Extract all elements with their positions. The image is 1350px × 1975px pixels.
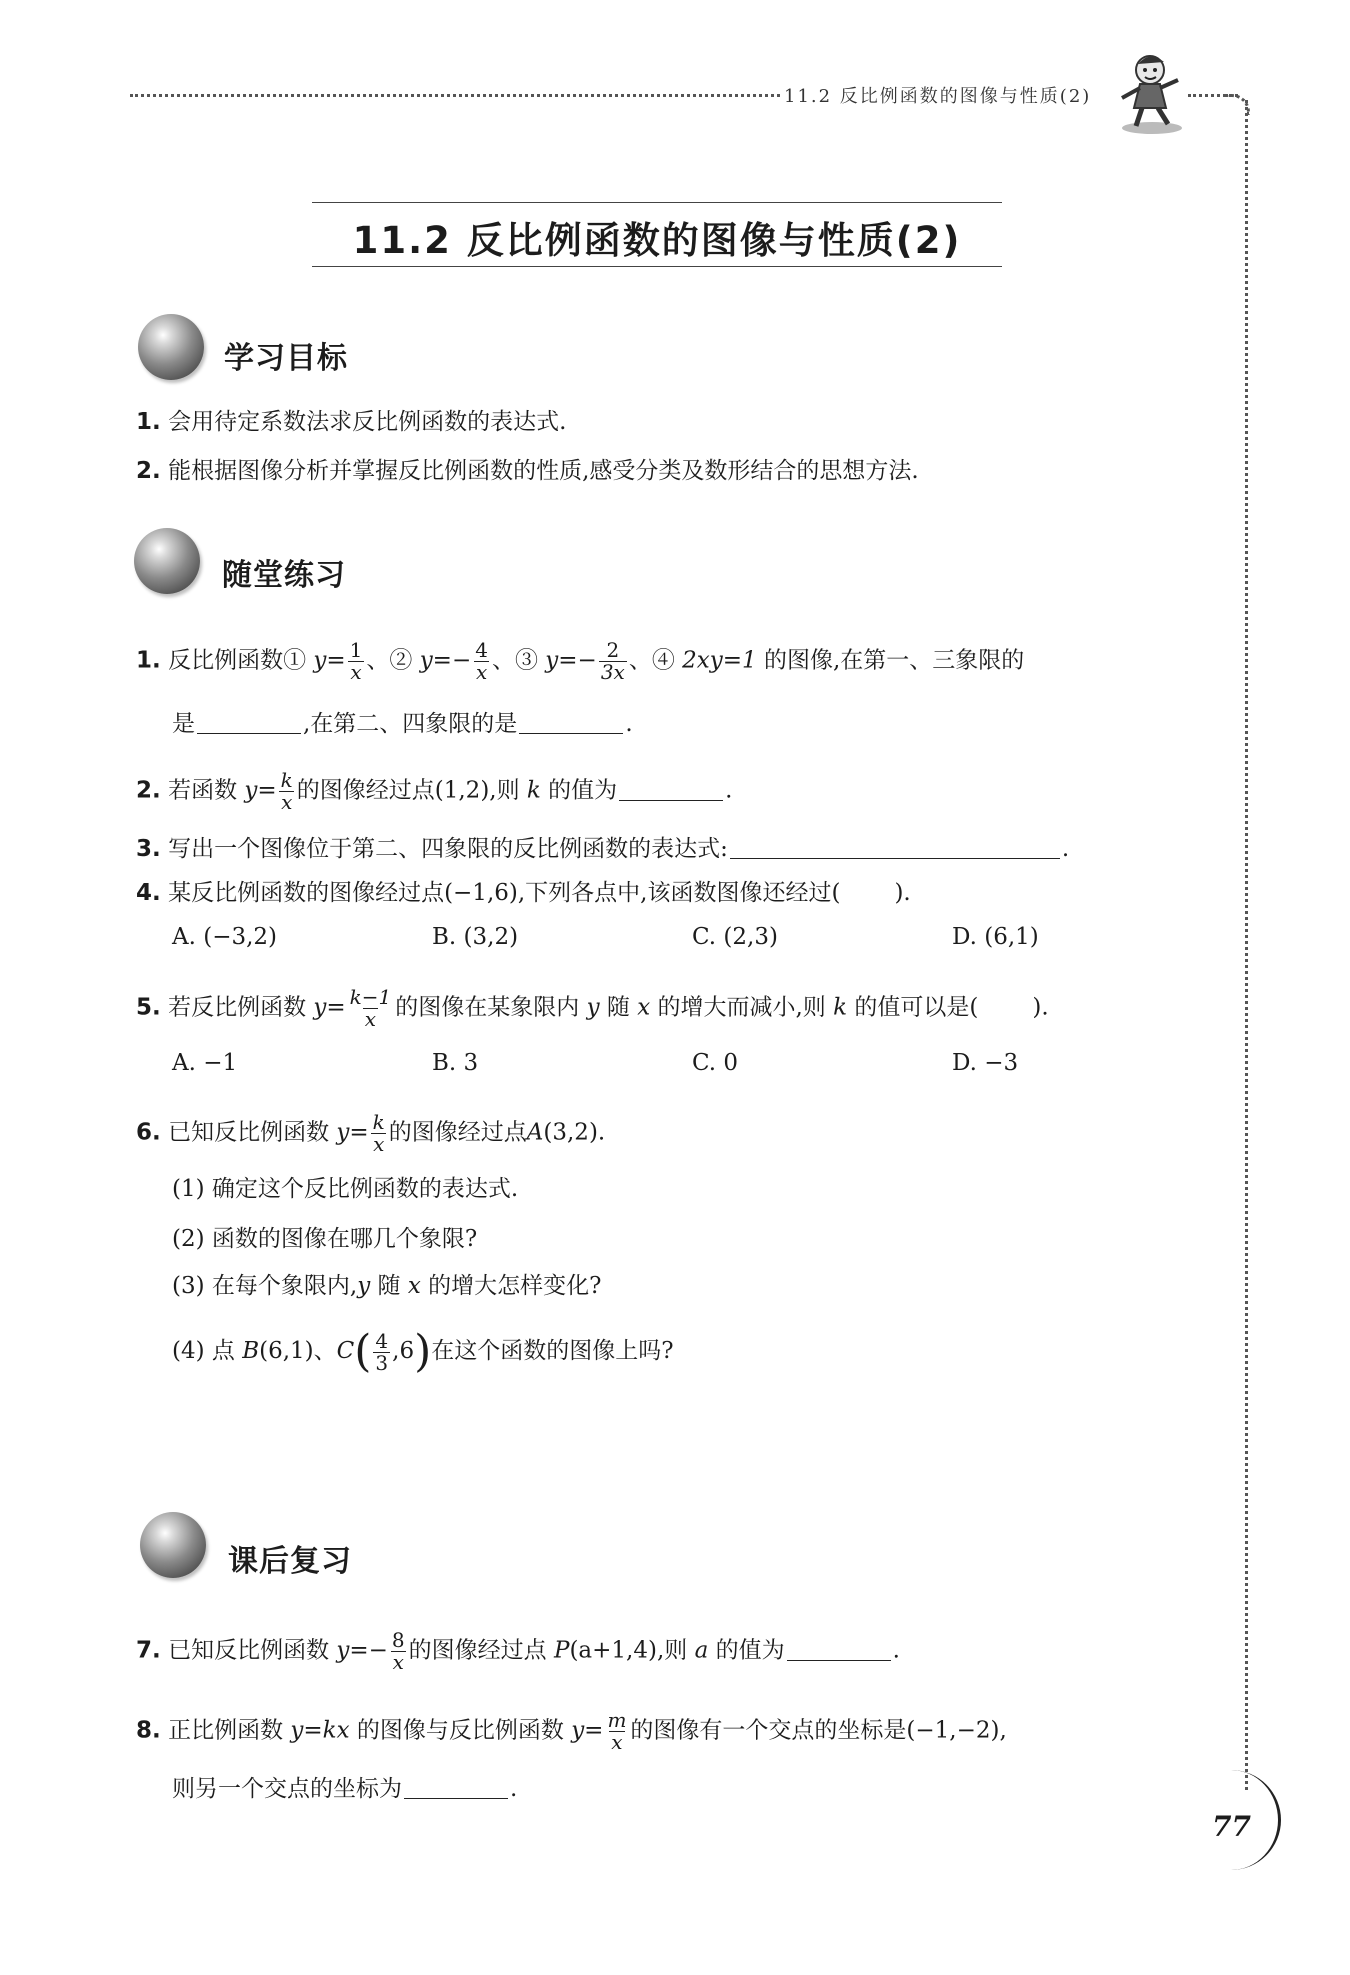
- question-5-options: [172, 1052, 1212, 1075]
- option-b[interactable]: B. (3,2): [432, 924, 519, 950]
- section-ball-icon: [138, 314, 204, 380]
- question-8-line-2: 则另一个交点的坐标为 .: [172, 1776, 518, 1802]
- header-dotted-rule: [130, 94, 780, 97]
- margin-dotted-rule: [1245, 100, 1248, 1790]
- question-4-options: [172, 926, 1212, 949]
- answer-blank[interactable]: [519, 710, 623, 734]
- section-ball-icon: [134, 528, 200, 594]
- answer-blank[interactable]: [730, 835, 1060, 859]
- fraction: $\frac{k}{x}$: [280, 768, 293, 814]
- option-a[interactable]: A. (−3,2): [172, 924, 278, 950]
- title-rule-bottom: [312, 266, 1002, 267]
- section-ball-icon: [140, 1512, 206, 1578]
- page-title: 11.2 反比例函数的图像与性质(2): [352, 219, 962, 262]
- question-3: 3. 写出一个图像位于第二、四象限的反比例函数的表达式: .: [136, 836, 1070, 862]
- fraction: $\frac{k-1}{x}$: [349, 985, 392, 1031]
- fraction: $\frac{2}{3x}$: [600, 638, 625, 684]
- fraction: $\frac{8}{x}$: [391, 1628, 405, 1674]
- question-8-line-1: 8. 正比例函数 y=kx 的图像与反比例函数 y= $\frac{m}{x}$ 的图像有一个交点的坐标是(−1,−2),: [136, 1708, 1007, 1754]
- question-4: 4. 某反比例函数的图像经过点(−1,6),下列各点中,该函数图像还经过( ).: [136, 880, 911, 906]
- question-6-sub-1: (1) 确定这个反比例函数的表达式.: [172, 1176, 519, 1202]
- section-title-practice: 随堂练习: [222, 558, 346, 593]
- fraction: $\frac{1}{x}$: [349, 638, 363, 684]
- question-1-line-2: 是 ,在第二、四象限的是 .: [172, 711, 633, 737]
- option-c[interactable]: C. 0: [692, 1050, 739, 1076]
- page-number: 77: [1212, 1810, 1251, 1843]
- goal-1: 1. 会用待定系数法求反比例函数的表达式.: [136, 409, 567, 435]
- question-6: 6. 已知反比例函数 y= $\frac{k}{x}$ 的图像经过点A(3,2).: [136, 1110, 606, 1156]
- option-b[interactable]: B. 3: [432, 1050, 479, 1076]
- goal-2: 2. 能根据图像分析并掌握反比例函数的性质,感受分类及数形结合的思想方法.: [136, 458, 919, 484]
- option-a[interactable]: A. −1: [172, 1050, 238, 1076]
- answer-blank[interactable]: [404, 1775, 508, 1799]
- section-title-goals: 学习目标: [224, 341, 348, 376]
- question-2: 2. 若函数 y= $\frac{k}{x}$ 的图像经过点(1,2),则 k 的值为 .: [136, 768, 733, 814]
- fraction: $\frac{k}{x}$: [372, 1110, 385, 1156]
- question-6-sub-4: (4) 点 B(6,1)、C( $\frac{4}{3}$ ,6)在这个函数的图像上吗?: [172, 1326, 674, 1377]
- answer-blank[interactable]: [619, 777, 723, 801]
- fraction: $\frac{4}{3}$: [375, 1328, 389, 1375]
- fraction: $\frac{4}{x}$: [475, 638, 488, 684]
- section-title-review: 课后复习: [228, 1544, 352, 1579]
- question-5: 5. 若反比例函数 y= $\frac{k-1}{x}$ 的图像在某象限内 y 随 x 的增大而减小,则 k 的值可以是( ).: [136, 985, 1049, 1031]
- mascot-illustration: [1112, 50, 1192, 136]
- option-d[interactable]: D. (6,1): [952, 924, 1039, 950]
- question-6-sub-2: (2) 函数的图像在哪几个象限?: [172, 1226, 478, 1252]
- fraction: $\frac{m}{x}$: [607, 1708, 627, 1754]
- title-rule-top: [312, 202, 1002, 203]
- question-6-sub-3: (3) 在每个象限内,y 随 x 的增大怎样变化?: [172, 1273, 602, 1299]
- option-c[interactable]: C. (2,3): [692, 924, 778, 950]
- answer-blank[interactable]: [787, 1637, 891, 1661]
- answer-blank[interactable]: [197, 710, 301, 734]
- question-7: 7. 已知反比例函数 y=− $\frac{8}{x}$ 的图像经过点 P(a+1,4),则 a 的值为 .: [136, 1628, 900, 1674]
- running-header: 11.2 反比例函数的图像与性质(2): [784, 86, 1092, 107]
- option-d[interactable]: D. −3: [952, 1050, 1019, 1076]
- question-1-line-1: 1. 反比例函数① y= $\frac{1}{x}$ 、② y=− $\frac{4}{x}$ 、③ y=− $\frac{2}{3x}$ 、④ 2xy=1 的图像,在第一、三象限的: [136, 638, 1025, 684]
